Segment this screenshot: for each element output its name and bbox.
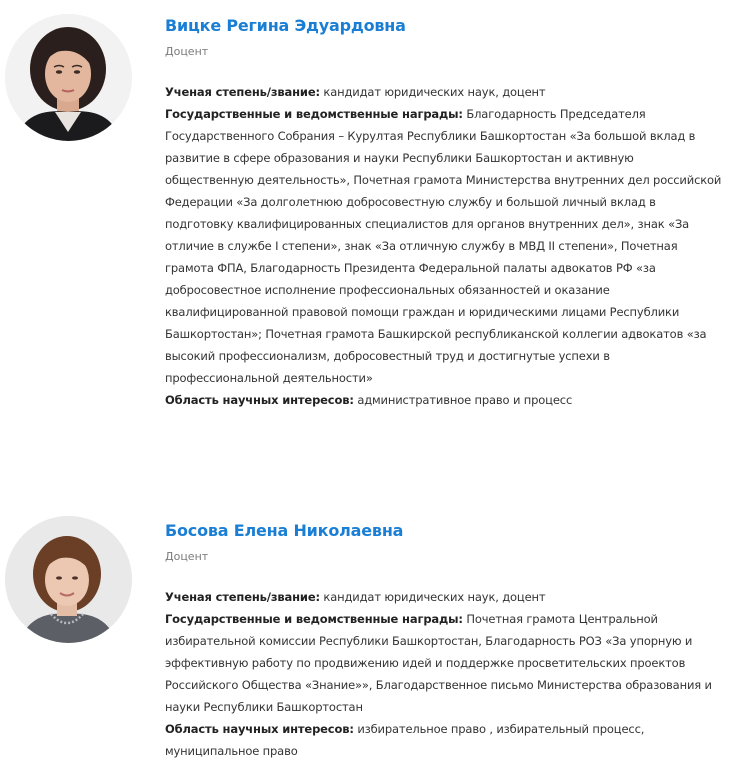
awards-row [165,103,723,389]
degree-value: кандидат юридических наук, доцент [319,85,546,99]
portrait-photo-icon [5,14,132,141]
staff-name: Босова Елена Николаевна [165,521,404,540]
awards-label: Государственные и ведомственные награды: [165,612,463,626]
staff-info [165,519,723,762]
staff-position: Доцент [165,550,209,563]
portrait-photo-icon [5,516,132,643]
staff-details [165,586,723,762]
interests-row [165,389,723,411]
awards-value: Благодарность Председателя Государственного Собрания – Курултая Республики Башкортостан «За большой вклад в развитие в сфере образования и науки Республики Башкортостан и активную общественную деятельность», Почетная грамота Министерства внутренних дел российской Федерации «За долголетнюю добросовестную службу и большой личный вклад в подготовку квалифицированных специалистов для органов внутренних дел», знак «За отличие в службе I степени», знак «За отличную службу в МВД II степени», Почетная грамота ФПА, Благодарность Президента Федеральной палаты адвокатов РФ «за добросовестное исполнение профессиональных обязанностей и оказание квалифицированной правовой помощи граждан и юридическими лицами Республики Башкортостан»; Почетная грамота Башкирской республиканской коллегии адвокатов «за высокий профессионализм, добросовестный труд и достигнутые успехи в профессиональной деятельности» [165,107,722,385]
staff-photo [5,14,132,141]
degree-label: Ученая степень/звание: [165,85,320,99]
degree-row [165,81,723,103]
awards-row [165,608,723,718]
interests-value: административное право и процесс [353,393,573,407]
staff-photo [5,516,132,643]
interests-value: избирательное право , избирательный процесс, муниципальное право [165,722,645,758]
degree-row [165,586,723,608]
staff-name: Вицке Регина Эдуардовна [165,16,406,35]
awards-value: Почетная грамота Центральной избирательной комиссии Республики Башкортостан, Благодарность РОЗ «За упорную и эффективную работу по продвижению идей и поддержке просветительских проектов Российского Общества «Знание»», Благодарственное письмо Министерства образования и науки Республики Башкортостан [165,612,712,714]
staff-info [165,14,723,411]
awards-label: Государственные и ведомственные награды: [165,107,463,121]
interests-label: Область научных интересов: [165,393,354,407]
degree-label: Ученая степень/звание: [165,590,320,604]
staff-details [165,81,723,411]
interests-row [165,718,723,762]
staff-position: Доцент [165,45,209,58]
degree-value: кандидат юридических наук, доцент [319,590,546,604]
interests-label: Область научных интересов: [165,722,354,736]
